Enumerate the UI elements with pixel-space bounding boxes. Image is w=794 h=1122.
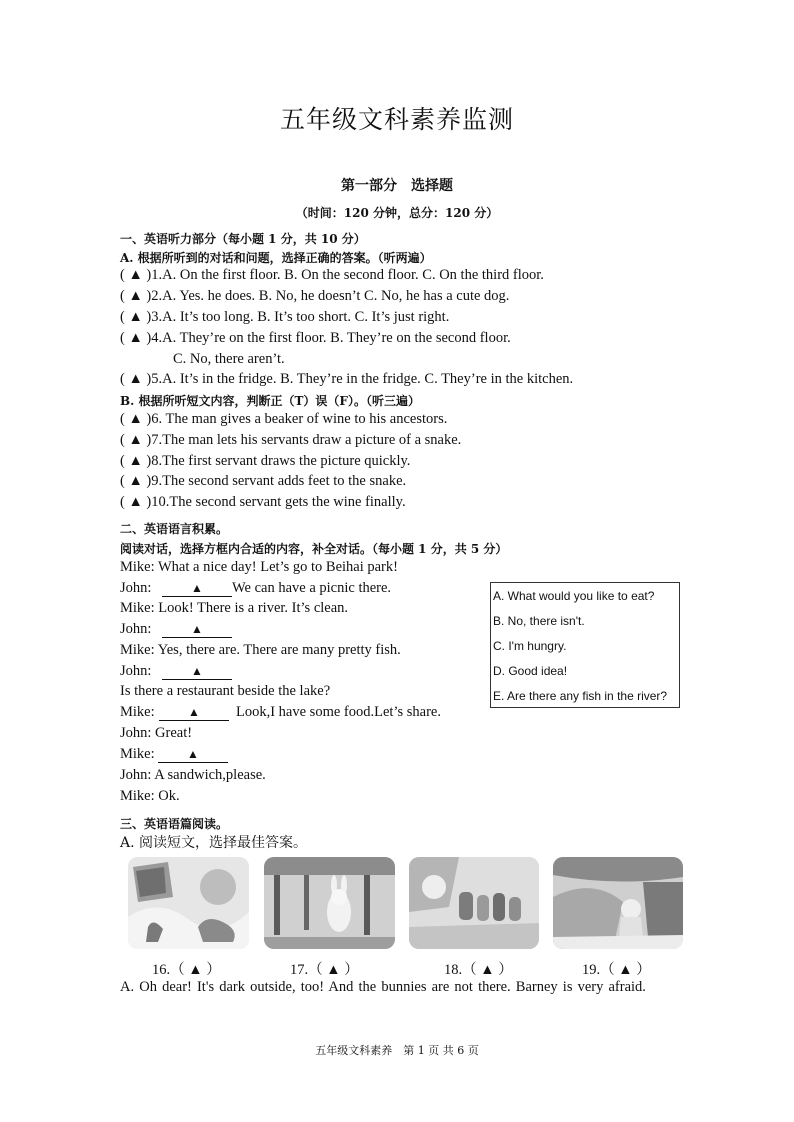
blank-marker: ▲ [191, 664, 203, 678]
listening-sub-a: A. 根据所听到的对话和问题，选择正确的答案。（听两遍） [120, 251, 432, 265]
question-2: ( ▲ )2.A. Yes. he does. B. No, he doesn’t C. No, he has a cute dog. [120, 288, 510, 304]
question-10: ( ▲ )10.The second servant gets the wine finally. [120, 494, 406, 510]
dialogue-line-2-text: We can have a picnic there. [232, 580, 392, 596]
question-4-option-c: C. No, there aren’t. [173, 351, 285, 367]
question-4: ( ▲ )4.A. They’re on the first floor. B. They’re on the second floor. [120, 330, 511, 346]
question-7: ( ▲ )7.The man lets his servants draw a picture of a snake. [120, 432, 462, 448]
option-c: C. I'm hungry. [493, 639, 567, 653]
blank-marker: ▲ [188, 705, 200, 719]
language-heading: 二、英语语言积累。 [120, 522, 229, 536]
blank-3[interactable] [162, 663, 232, 680]
dialogue-line-10-speaker: Mike: [120, 746, 155, 762]
story-picture-2 [264, 857, 395, 949]
question-9: ( ▲ )9.The second servant adds feet to the snake. [120, 473, 407, 489]
dialogue-line-12: Mike: Ok. [120, 788, 180, 804]
question-3: ( ▲ )3.A. It’s too long. B. It’s too short. C. It’s just right. [120, 309, 450, 325]
listening-sub-b: B. 根据所听短文内容，判断正（T）误（F）。（听三遍） [120, 394, 420, 408]
passage-line: A. Oh dear! It's dark outside, too! And the bunnies are not there. Barney is very afraid. [120, 979, 646, 995]
dialogue-line-2-speaker: John: [120, 580, 152, 596]
language-instruction: 阅读对话，选择方框内合适的内容，补全对话。（每小题 1 分，共 5 分） [120, 542, 508, 556]
caption-19: 19.（ ▲ ） [582, 962, 651, 978]
caption-17: 17.（ ▲ ） [290, 962, 359, 978]
dialogue-line-4-speaker: John: [120, 621, 152, 637]
question-6: ( ▲ )6. The man gives a beaker of wine to his ancestors. [120, 411, 448, 427]
dialogue-line-3: Mike: Look! There is a river. It’s clean. [120, 600, 349, 616]
option-a: A. What would you like to eat? [493, 589, 655, 603]
blank-4[interactable] [159, 704, 229, 721]
time-note: （时间：120 分钟，总分：120 分） [295, 206, 499, 220]
part-title: 第一部分 选择题 [341, 178, 453, 194]
dialogue-line-7: Is there a restaurant beside the lake? [120, 683, 331, 699]
page-footer: 五年级文科素养 第 1 页 共 6 页 [315, 1044, 479, 1057]
question-1: ( ▲ )1.A. On the first floor. B. On the second floor. C. On the third floor. [120, 267, 544, 283]
reading-heading: 三、英语语篇阅读。 [120, 817, 229, 831]
dialogue-line-8-speaker: Mike: [120, 704, 155, 720]
dialogue-line-8-text: Look,I have some food.Let’s share. [236, 704, 441, 720]
story-picture-1 [128, 857, 249, 949]
story-picture-4 [553, 857, 683, 949]
dialogue-line-11: John: A sandwich,please. [120, 767, 266, 783]
listening-heading: 一、英语听力部分（每小题 1 分，共 10 分） [120, 232, 366, 246]
dialogue-line-1: Mike: What a nice day! Let’s go to Beihai park! [120, 559, 398, 575]
question-8: ( ▲ )8.The first servant draws the picture quickly. [120, 453, 411, 469]
option-d: D. Good idea! [493, 664, 568, 678]
page-title: 五年级文科素养监测 [279, 105, 514, 134]
option-b: B. No, there isn't. [493, 614, 585, 628]
option-e: E. Are there any fish in the river? [493, 689, 668, 703]
dialogue-line-5: Mike: Yes, there are. There are many pretty fish. [120, 642, 401, 658]
question-5: ( ▲ )5.A. It’s in the fridge. B. They’re in the fridge. C. They’re in the kitchen. [120, 371, 574, 387]
story-picture-3 [409, 857, 539, 949]
dialogue-line-6-speaker: John: [120, 663, 152, 679]
blank-2[interactable] [162, 621, 232, 638]
caption-16: 16.（ ▲ ） [152, 962, 221, 978]
blank-marker: ▲ [187, 747, 199, 761]
options-box [490, 582, 680, 708]
blank-marker: ▲ [191, 622, 203, 636]
dialogue-line-9: John: Great! [120, 725, 193, 741]
reading-sub-a: A. 阅读短文，选择最佳答案。 [120, 835, 308, 851]
blank-1[interactable] [162, 580, 232, 597]
blank-5[interactable] [158, 746, 228, 763]
blank-marker: ▲ [191, 581, 203, 595]
caption-18: 18.（ ▲ ） [444, 962, 513, 978]
